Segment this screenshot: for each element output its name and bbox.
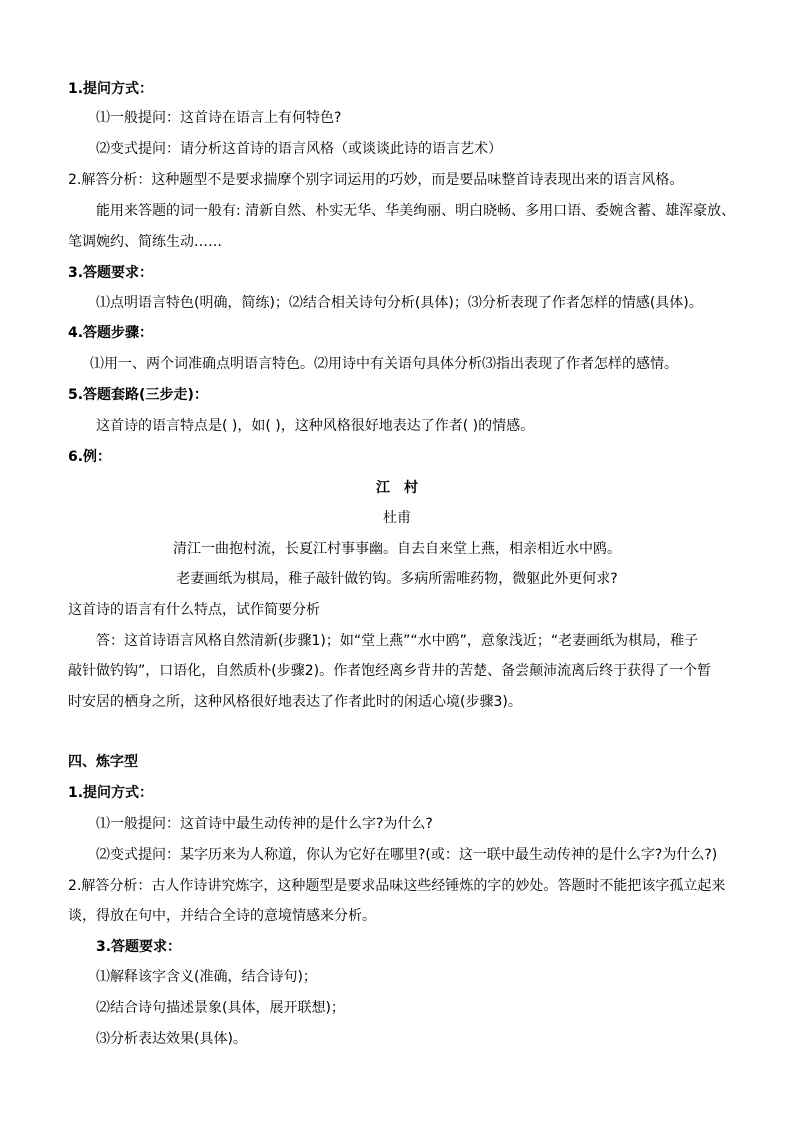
- answer-requirements-title: 3.答题要求：: [68, 265, 154, 281]
- general-question: ⑴一般提问：这首诗在语言上有何特色?: [96, 110, 342, 126]
- poem-line-2: 老妻画纸为棋局，稚子敲针做钓钩。多病所需唯药物，微躯此外更何求?: [176, 571, 618, 587]
- answer-requirements-body: ⑴点明语言特色(明确，简练)；⑵结合相关诗句分析(具体)；⑶分析表现了作者怎样的情感(具体)。: [96, 295, 703, 311]
- variant-question: ⑵变式提问：请分析这首诗的语言风格（或谈谈此诗的语言艺术）: [96, 141, 502, 157]
- example-question: 这首诗的语言有什么特点，试作简要分析: [68, 602, 320, 618]
- example-answer-line-2: 敲针做钓钩”，口语化，自然质朴(步骤2)。作者饱经离乡背井的苦楚、备尝颠沛流离后终于获得了一个暂: [68, 663, 712, 679]
- answer-formula-body: 这首诗的语言特点是( )，如( )，这种风格很好地表达了作者( )的情感。: [96, 418, 535, 434]
- answer-analysis-line-2: 能用来答题的词一般有: 清新自然、朴实无华、华美绚丽、明白晓畅、多用口语、委婉含蓄、雄浑豪放、: [96, 203, 736, 219]
- requirement-item-3: ⑶分析表达效果(具体)。: [96, 1031, 247, 1047]
- variant-question: ⑵变式提问：某字历来为人称道，你认为它好在哪里?(或：这一联中最生动传神的是什么字?为什么?): [96, 847, 718, 863]
- example-answer-line-1: 答：这首诗语言风格自然清新(步骤1)；如“堂上燕”“水中鸥”，意象浅近；“老妻画纸为棋局，稚子: [96, 633, 699, 649]
- section-heading: 四、炼字型: [68, 754, 138, 770]
- answer-formula-title: 5.答题套路(三步走)：: [68, 387, 208, 403]
- requirement-item-1: ⑴解释该字含义(准确，结合诗句)；: [96, 969, 317, 985]
- answer-steps-title: 4.答题步骤：: [68, 325, 154, 341]
- answer-analysis-line-1: 2.解答分析：古人作诗讲究炼字，这种题型是要求品味这些经锤炼的字的妙处。答题时不能把该字孤立起来: [68, 878, 726, 894]
- answer-steps-body: ⑴用一、两个词准确点明语言特色。⑵用诗中有关语句具体分析⑶指出表现了作者怎样的感情。: [90, 356, 678, 372]
- general-question: ⑴一般提问：这首诗中最生动传神的是什么字?为什么?: [96, 816, 433, 832]
- example-answer-line-3: 时安居的栖身之所，这种风格很好地表达了作者此时的闲适心境(步骤3)。: [68, 694, 522, 710]
- example-title: 6.例：: [68, 449, 112, 465]
- answer-analysis-line-1: 2.解答分析：这种题型不是要求揣摩个别字词运用的巧妙，而是要品味整首诗表现出来的语言风格。: [68, 172, 684, 188]
- requirement-item-2: ⑵结合诗句描述景象(具体，展开联想)；: [96, 1000, 345, 1016]
- poem-title: 江 村: [376, 480, 418, 496]
- poem-author: 杜甫: [383, 510, 411, 526]
- answer-analysis-line-3: 笔调婉约、简练生动……: [68, 234, 222, 250]
- answer-requirements-title: 3.答题要求：: [96, 939, 182, 955]
- answer-analysis-line-2: 谈，得放在句中，并结合全诗的意境情感来分析。: [68, 908, 376, 924]
- poem-line-1: 清江一曲抱村流，长夏江村事事幽。自去自来堂上燕，相亲相近水中鸥。: [173, 541, 621, 557]
- question-method-title: 1.提问方式：: [68, 785, 154, 801]
- question-method-title: 1.提问方式：: [68, 81, 154, 97]
